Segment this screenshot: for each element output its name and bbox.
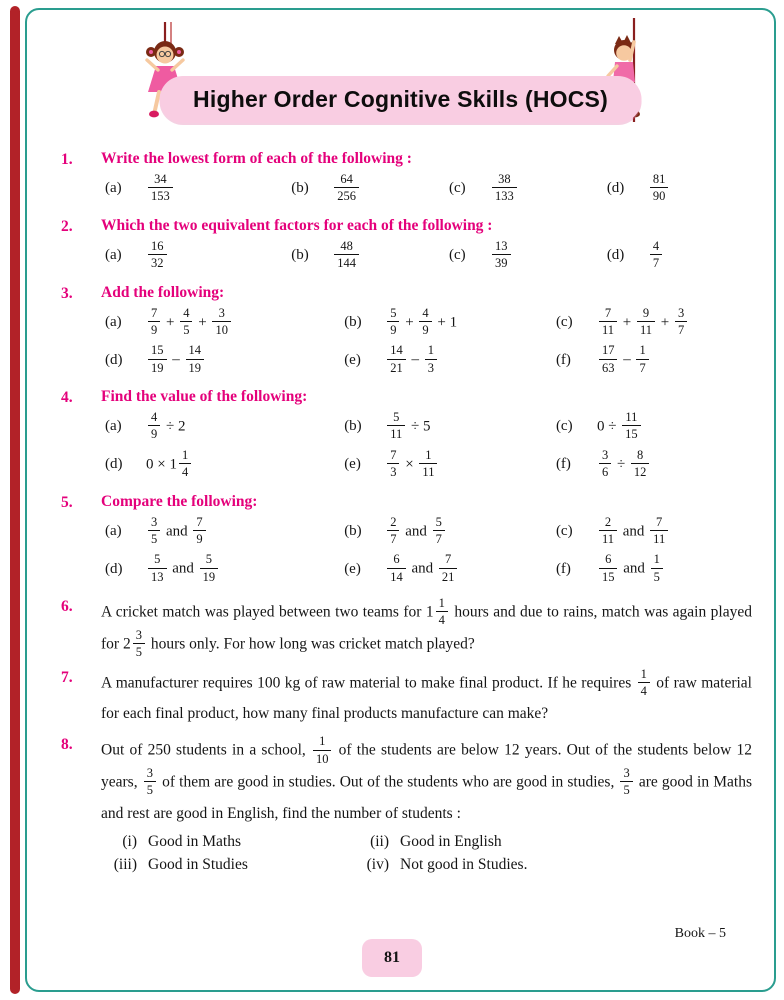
sub-question-label: (iii)	[113, 855, 137, 873]
item-label: (a)	[105, 313, 122, 330]
item-expression: $\frac{3}{5}$ and $\frac{7}{9}$	[146, 516, 208, 548]
page-number-badge: 81	[362, 939, 422, 977]
sub-question-text: Good in Studies	[148, 855, 248, 873]
question-number: 2.	[61, 217, 73, 235]
question-3	[61, 284, 752, 382]
item-label: (a)	[105, 522, 122, 539]
left-red-bar	[10, 6, 20, 994]
exercise-item	[344, 553, 556, 585]
item-expression: $\frac{17}{63}$ – $\frac{1}{7}$	[597, 344, 651, 376]
fraction: $\frac{3}{6}$	[599, 448, 611, 480]
item-label: (b)	[344, 522, 362, 539]
exercise-item	[556, 449, 752, 481]
sub-question	[103, 833, 355, 851]
item-label: (f)	[555, 456, 571, 473]
question-6	[61, 597, 752, 661]
question-subitems	[103, 833, 752, 874]
item-label: (b)	[291, 180, 309, 197]
exercise-item	[291, 240, 449, 272]
exercise-item	[607, 240, 752, 272]
question-number: 5.	[61, 493, 73, 511]
fraction: $\frac{5}{9}$	[387, 306, 399, 338]
item-label: (d)	[105, 351, 123, 368]
item-expression: $\frac{14}{21}$ – $\frac{1}{3}$	[385, 344, 439, 376]
question-text: Out of 250 students in a school, $\frac{1}{10}$ of the students are below 12 years. Out of the students below 12 years, $\frac{3}{5}$ of them are good in studies. Out of the students who are good in studies, $\frac{3}{5}$ are good in Maths and rest are good in English, find the number of students :	[101, 734, 752, 822]
exercise-item	[105, 307, 344, 339]
item-expression: $\frac{5}{13}$ and $\frac{5}{19}$	[146, 553, 220, 585]
fraction: $\frac{38}{133}$	[492, 172, 517, 204]
question-number: 3.	[61, 284, 73, 302]
fraction: $\frac{64}{256}$	[334, 172, 359, 204]
exercise-item	[556, 516, 752, 548]
sub-question-text: Good in English	[400, 832, 502, 850]
question-number: 7.	[61, 668, 73, 686]
fraction: $\frac{3}{5}$	[148, 515, 160, 547]
exercise-item	[449, 240, 607, 272]
question-5	[61, 493, 752, 591]
fraction: $\frac{1}{5}$	[651, 552, 663, 584]
exercise-item	[344, 344, 556, 376]
question-items	[105, 513, 752, 589]
item-label: (c)	[555, 313, 573, 330]
fraction: $\frac{4}{5}$	[180, 306, 192, 338]
item-expression: $\frac{7}{3}$ × $\frac{1}{11}$	[385, 449, 439, 481]
exercise-item	[105, 411, 344, 443]
item-expression: $\frac{7}{9}$ + $\frac{4}{5}$ + $\frac{3}{10}$	[146, 307, 233, 339]
item-expression	[490, 173, 519, 205]
fraction: $\frac{81}{90}$	[650, 172, 669, 204]
question-items	[105, 237, 752, 275]
item-label: (b)	[344, 418, 362, 435]
exercise-item	[105, 449, 344, 481]
page-header	[27, 10, 774, 142]
fraction: $\frac{3}{5}$	[620, 766, 632, 798]
fraction: $\frac{4}{9}$	[148, 410, 160, 442]
question-heading: Add the following:	[101, 283, 225, 301]
fraction: $\frac{1}{10}$	[313, 734, 332, 766]
item-expression: $\frac{6}{14}$ and $\frac{7}{21}$	[385, 553, 459, 585]
fraction: $\frac{2}{11}$	[599, 515, 617, 547]
item-expression: $\frac{5}{11}$ ÷ 5	[385, 411, 430, 443]
item-expression	[648, 173, 671, 205]
fraction: $\frac{5}{13}$	[148, 552, 167, 584]
question-number: 8.	[61, 736, 73, 754]
question-number: 1.	[61, 151, 73, 168]
item-label: (e)	[344, 351, 361, 368]
fraction: $\frac{5}{7}$	[433, 515, 445, 547]
book-reference: Book – 5	[674, 926, 726, 941]
exercise-item	[105, 344, 344, 376]
exercise-item	[105, 240, 291, 272]
fraction: $\frac{14}{19}$	[186, 343, 205, 375]
item-label: (a)	[105, 180, 122, 197]
fraction: $\frac{3}{10}$	[212, 306, 231, 338]
question-heading: Which the two equivalent factors for each of the following :	[101, 216, 493, 234]
item-label: (f)	[555, 351, 571, 368]
fraction: $\frac{5}{19}$	[200, 552, 219, 584]
exercise-item	[291, 173, 449, 205]
fraction: $\frac{15}{19}$	[148, 343, 167, 375]
exercise-item	[344, 411, 556, 443]
exercise-item	[344, 516, 556, 548]
fraction: $\frac{8}{12}$	[631, 448, 650, 480]
fraction: $\frac{7}{11}$	[599, 306, 617, 338]
item-label: (d)	[606, 247, 625, 264]
item-label: (a)	[105, 418, 122, 435]
question-4	[61, 388, 752, 486]
fraction: $\frac{6}{14}$	[387, 552, 406, 584]
question-heading: Write the lowest form of each of the following :	[101, 150, 412, 167]
item-label: (c)	[555, 418, 573, 435]
fraction: $\frac{14}{21}$	[387, 343, 406, 375]
question-1	[61, 150, 752, 210]
item-expression	[490, 240, 513, 272]
question-items	[105, 304, 752, 380]
exercise-item	[105, 553, 344, 585]
item-expression	[332, 240, 361, 272]
fraction: $\frac{3}{5}$	[133, 628, 145, 660]
item-expression: $\frac{2}{7}$ and $\frac{5}{7}$	[385, 516, 447, 548]
fraction: $\frac{1}{4}$	[638, 667, 650, 699]
fraction: $\frac{7}{9}$	[148, 306, 160, 338]
item-label: (c)	[449, 180, 466, 197]
item-expression: 0 ÷ $\frac{11}{15}$	[597, 411, 643, 443]
question-2	[61, 217, 752, 277]
question-items	[105, 170, 752, 208]
question-7	[61, 668, 752, 729]
page-border-frame	[25, 8, 776, 992]
item-label: (a)	[105, 247, 122, 264]
exercise-item	[556, 553, 752, 585]
item-expression	[332, 173, 361, 205]
question-number: 6.	[61, 598, 73, 615]
fraction: $\frac{34}{153}$	[148, 172, 173, 204]
question-8	[61, 735, 752, 874]
fraction: $\frac{1}{7}$	[636, 343, 648, 375]
item-expression: $\frac{7}{11}$ + $\frac{9}{11}$ + $\frac{3}{7}$	[597, 307, 689, 339]
fraction: $\frac{5}{11}$	[387, 410, 405, 442]
sub-question-label: (iv)	[366, 855, 389, 873]
exercise-item	[556, 411, 752, 443]
item-expression: $\frac{15}{19}$ – $\frac{14}{19}$	[146, 344, 206, 376]
fraction: $\frac{17}{63}$	[599, 343, 618, 375]
item-expression	[648, 240, 664, 272]
exercises	[27, 142, 774, 874]
page-title: Higher Order Cognitive Skills (HOCS)	[193, 86, 608, 112]
item-label: (f)	[555, 560, 571, 577]
item-label: (e)	[344, 560, 361, 577]
exercise-item	[344, 449, 556, 481]
item-label: (d)	[606, 180, 625, 197]
item-expression: $\frac{5}{9}$ + $\frac{4}{9}$ + 1	[385, 307, 457, 339]
fraction: $\frac{48}{144}$	[334, 239, 359, 271]
fraction: $\frac{1}{3}$	[425, 343, 437, 375]
fraction: $\frac{7}{21}$	[439, 552, 458, 584]
sub-question-label: (i)	[122, 832, 137, 850]
fraction: $\frac{13}{39}$	[492, 239, 511, 271]
question-heading: Compare the following:	[101, 492, 258, 510]
item-label: (b)	[344, 313, 362, 330]
item-expression: $\frac{2}{11}$ and $\frac{7}{11}$	[597, 516, 670, 548]
exercise-item	[105, 173, 291, 205]
item-expression: $\frac{6}{15}$ and $\frac{1}{5}$	[597, 553, 665, 585]
fraction: $\frac{7}{9}$	[193, 515, 205, 547]
item-expression	[146, 173, 175, 205]
item-label: (d)	[105, 456, 123, 473]
sub-question	[355, 856, 752, 874]
fraction: $\frac{16}{32}$	[148, 239, 167, 271]
fraction: $\frac{4}{7}$	[650, 239, 662, 271]
fraction: $\frac{6}{15}$	[599, 552, 618, 584]
fraction: $\frac{3}{7}$	[675, 306, 687, 338]
item-label: (c)	[449, 247, 466, 264]
fraction: $\frac{2}{7}$	[387, 515, 399, 547]
exercise-item	[556, 344, 752, 376]
fraction: $\frac{4}{9}$	[419, 306, 431, 338]
question-items	[105, 408, 752, 484]
item-expression: 0 × 1 $\frac{1}{4}$	[146, 449, 193, 481]
question-text: A manufacturer requires 100 kg of raw material to make final product. If he requires $\frac{1}{4}$ of raw material for each final product, how many final products manufacture can make?	[101, 666, 752, 723]
question-number: 4.	[61, 389, 73, 406]
sub-question	[355, 833, 752, 851]
item-expression: $\frac{4}{9}$ ÷ 2	[146, 411, 185, 443]
fraction: $\frac{3}{5}$	[144, 766, 156, 798]
fraction: $\frac{7}{11}$	[650, 515, 668, 547]
exercise-item	[449, 173, 607, 205]
fraction: $\frac{9}{11}$	[637, 306, 655, 338]
sub-question-text: Good in Maths	[148, 832, 241, 850]
title-banner	[159, 76, 642, 123]
item-label: (c)	[555, 522, 573, 539]
exercise-item	[556, 307, 752, 339]
sub-question-text: Not good in Studies.	[400, 855, 528, 873]
item-label: (b)	[291, 247, 309, 264]
question-heading: Find the value of the following:	[101, 388, 308, 405]
exercise-item	[607, 173, 752, 205]
fraction: $\frac{1}{11}$	[419, 448, 437, 480]
exercise-item	[344, 307, 556, 339]
sub-question-label: (ii)	[370, 832, 389, 850]
question-text: A cricket match was played between two teams for 1 $\frac{1}{4}$ hours and due to rains, match was again played for 2 $\frac{3}{5}$ hours only. For how long was cricket match played?	[101, 596, 752, 660]
sub-question	[103, 856, 355, 874]
fraction: $\frac{1}{4}$	[179, 448, 191, 480]
fraction: $\frac{7}{3}$	[387, 448, 399, 480]
item-expression	[146, 240, 169, 272]
item-label: (d)	[105, 560, 123, 577]
item-label: (e)	[344, 456, 361, 473]
exercise-item	[105, 516, 344, 548]
fraction: $\frac{11}{15}$	[622, 410, 641, 442]
fraction: $\frac{1}{4}$	[436, 596, 448, 628]
item-expression: $\frac{3}{6}$ ÷ $\frac{8}{12}$	[597, 449, 651, 481]
